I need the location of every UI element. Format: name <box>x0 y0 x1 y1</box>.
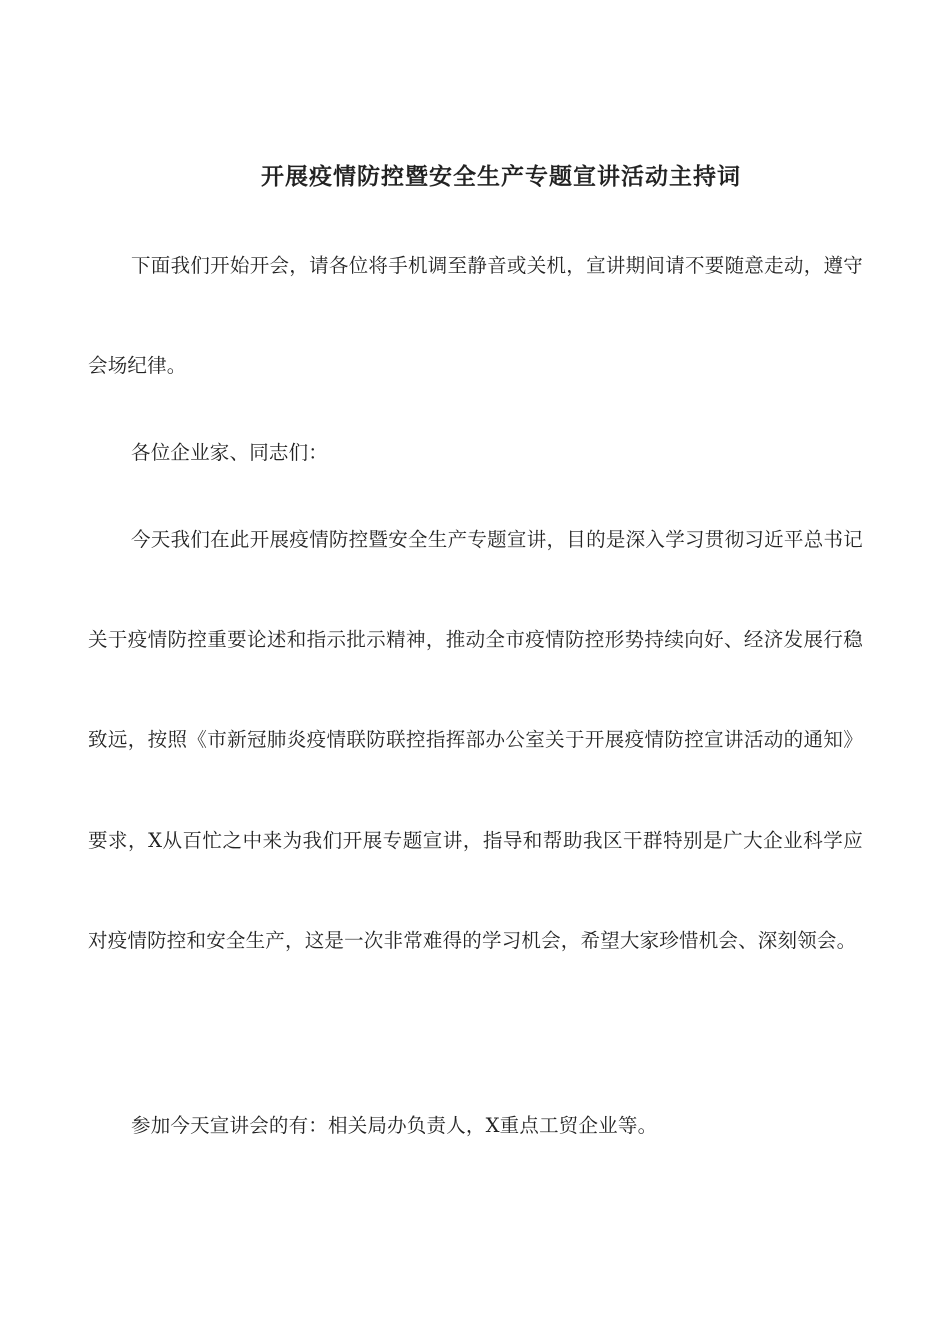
paragraph-purpose: 今天我们在此开展疫情防控暨安全生产专题宣讲，目的是深入学习贯彻习近平总书记关于疫情防控重要论述和指示批示精神，推动全市疫情防控形势持续向好、经济发展行稳致远，按照《市新冠肺炎疫情联防联控指挥部办公室关于开展疫情防控宣讲活动的通知》要求，X从百忙之中来为我们开展专题宣讲，指导和帮助我区干群特别是广大企业科学应对疫情防控和安全生产，这是一次非常难得的学习机会，希望大家珍惜机会、深刻领会。 <box>88 528 863 952</box>
paragraph-attendees: 参加今天宣讲会的有：相关局办负责人，X重点工贸企业等。 <box>131 1114 658 1137</box>
document-title: 开展疫情防控暨安全生产专题宣讲活动主持词 <box>261 163 741 190</box>
paragraph-opening-notice: 下面我们开始开会，请各位将手机调至静音或关机，宣讲期间请不要随意走动，遵守会场纪律。 <box>88 254 863 378</box>
paragraph-salutation: 各位企业家、同志们： <box>131 441 329 464</box>
